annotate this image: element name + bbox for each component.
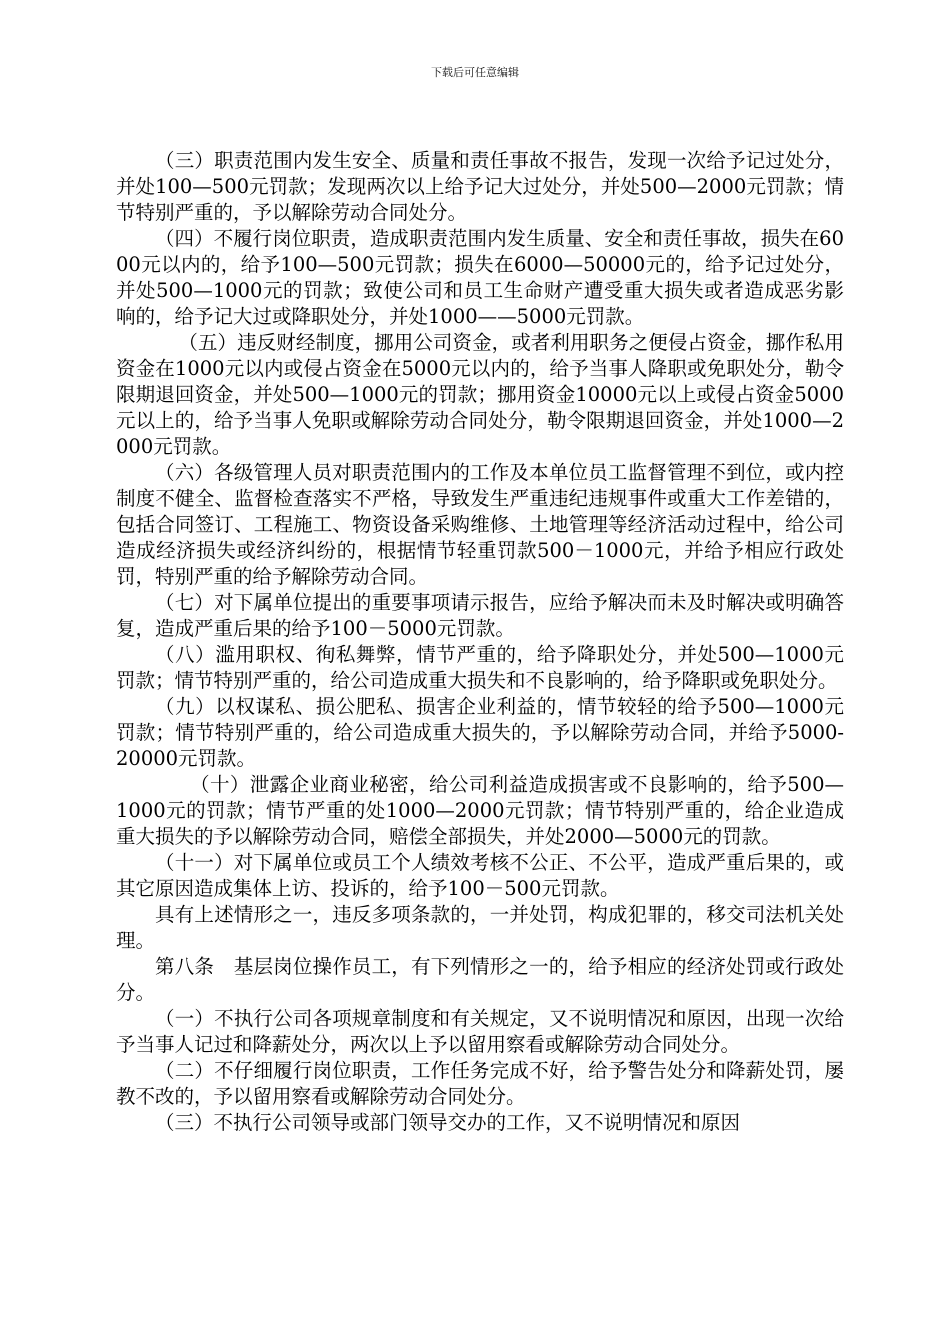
paragraph-item-8: （八）滥用职权、徇私舞弊，情节严重的，给予降职处分，并处500—1000元罚款；情节特别严重的，给公司造成重大损失和不良影响的，给予降职或免职处分。 <box>116 643 844 692</box>
article-8-item-3: （三）不执行公司领导或部门领导交办的工作，又不说明情况和原因 <box>155 1111 741 1134</box>
paragraph-item-4: （四）不履行岗位职责，造成职责范围内发生质量、安全和责任事故，损失在6000元以内的，给予100—500元罚款；损失在6000—50000元的，给予记过处分，并处500—1000元的罚款；致使公司和员工生命财产遭受重大损失或者造成恶劣影响的，给予记大过或降职处分，并处1000——5000元罚款。 <box>116 227 844 328</box>
paragraph-summary: 具有上述情形之一，违反多项条款的，一并处罚，构成犯罪的，移交司法机关处理。 <box>116 903 844 952</box>
paragraph-item-11: （十一）对下属单位或员工个人绩效考核不公正、不公平，造成严重后果的，或其它原因造成集体上访、投诉的，给予100－500元罚款。 <box>116 851 844 900</box>
document-body <box>116 148 844 1136</box>
paragraph-item-9: （九）以权谋私、损公肥私、损害企业利益的，情节较轻的给予500—1000元罚款；情节特别严重的，给公司造成重大损失的，予以解除劳动合同，并给予5000-20000元罚款。 <box>116 695 844 770</box>
article-8-item-1: （一）不执行公司各项规章制度和有关规定，又不说明情况和原因，出现一次给予当事人记过和降薪处分，两次以上予以留用察看或解除劳动合同处分。 <box>116 1007 844 1056</box>
article-8-heading: 第八条 基层岗位操作员工，有下列情形之一的，给予相应的经济处罚或行政处分。 <box>116 955 844 1004</box>
page-header: 下载后可任意编辑 <box>431 66 519 79</box>
paragraph-item-7: （七）对下属单位提出的重要事项请示报告，应给予解决而未及时解决或明确答复，造成严重后果的给予100－5000元罚款。 <box>116 591 844 640</box>
paragraph-item-10: （十）泄露企业商业秘密，给公司利益造成损害或不良影响的，给予500—1000元的罚款；情节严重的处1000—2000元罚款；情节特别严重的，给企业造成重大损失的予以解除劳动合同，赔偿全部损失，并处2000—5000元的罚款。 <box>116 773 844 848</box>
article-8-item-2: （二）不仔细履行岗位职责，工作任务完成不好，给予警告处分和降薪处罚，屡教不改的，予以留用察看或解除劳动合同处分。 <box>116 1059 844 1108</box>
paragraph-item-6: （六）各级管理人员对职责范围内的工作及本单位员工监督管理不到位，或内控制度不健全、监督检查落实不严格，导致发生严重违纪违规事件或重大工作差错的，包括合同签订、工程施工、物资设备采购维修、土地管理等经济活动过程中，给公司造成经济损失或经济纠纷的，根据情节轻重罚款500－1000元，并给予相应行政处罚，特别严重的给予解除劳动合同。 <box>116 461 844 588</box>
paragraph-item-3: （三）职责范围内发生安全、质量和责任事故不报告，发现一次给予记过处分，并处100—500元罚款；发现两次以上给予记大过处分，并处500—2000元罚款；情节特别严重的，予以解除劳动合同处分。 <box>116 149 844 224</box>
paragraph-item-5: （五）违反财经制度，挪用公司资金，或者利用职务之便侵占资金，挪作私用资金在1000元以内或侵占资金在5000元以内的，给予当事人降职或免职处分，勒令限期退回资金，并处500—1000元的罚款；挪用资金10000元以上或侵占资金5000元以上的，给予当事人免职或解除劳动合同处分，勒令限期退回资金，并处1000—2000元罚款。 <box>116 331 844 458</box>
